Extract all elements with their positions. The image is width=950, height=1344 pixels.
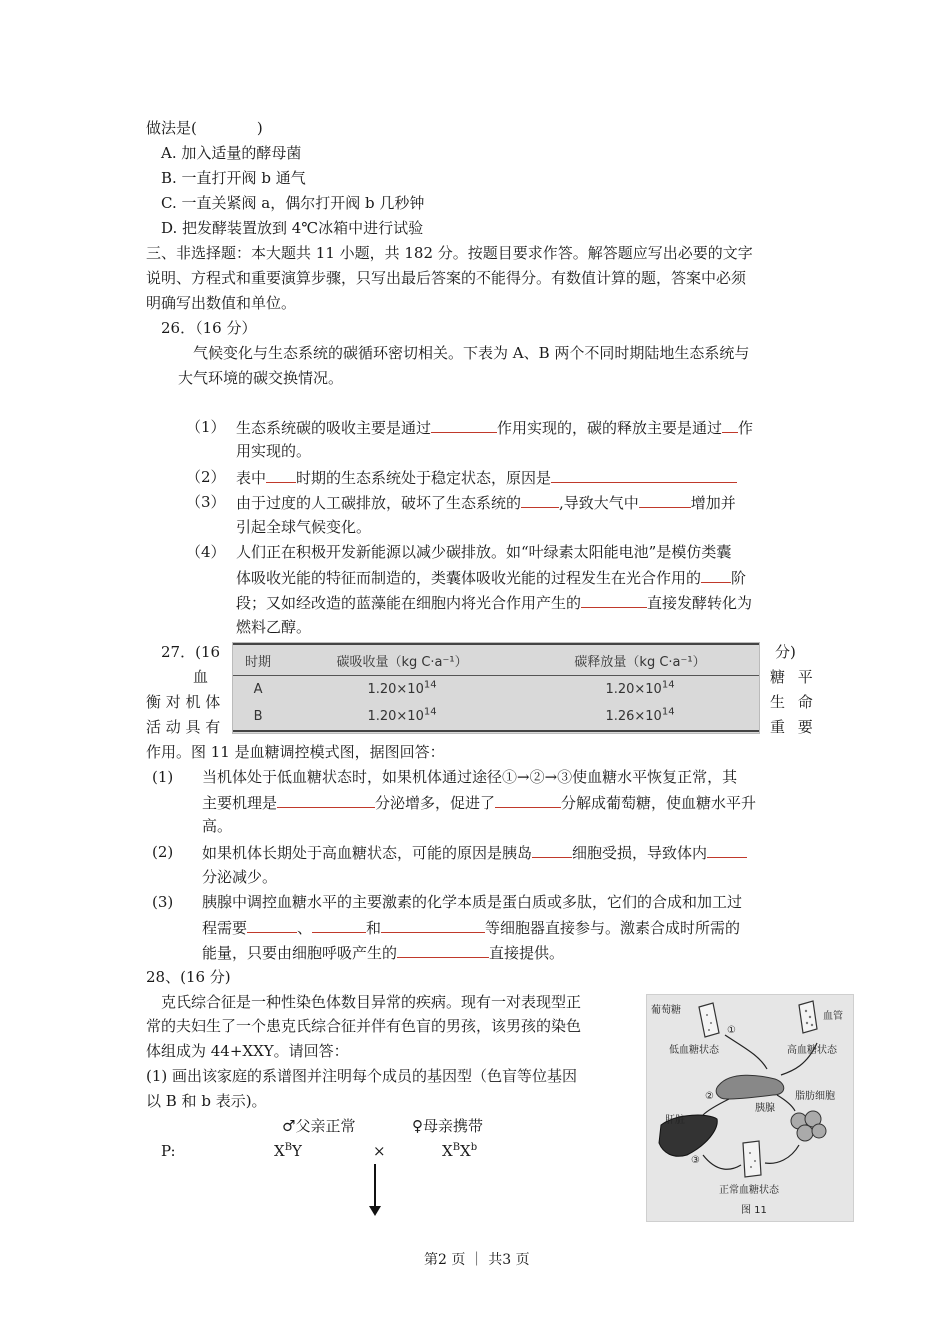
- q28-text: 以 B 和 b 表示)。: [146, 1092, 267, 1110]
- normal-vessel-icon: [743, 1141, 761, 1177]
- q27-item2: [202, 841, 747, 864]
- text: 增加并: [690, 494, 736, 512]
- text: 等细胞器直接参与。激素合成时所需的: [485, 919, 741, 937]
- liver-label: 肝脏: [665, 1115, 685, 1126]
- q26-item2: [236, 466, 737, 489]
- q27-text: 作用。图 11 是血糖调控模式图，据图回答：: [146, 743, 445, 761]
- fat-cells-icon: [791, 1111, 826, 1141]
- text: 作用实现的，碳的释放主要是通过: [497, 419, 723, 437]
- text: 分泌增多，促进了: [375, 794, 496, 812]
- q26-intro: 气候变化与生态系统的碳循环密切相关。下表为 A、B 两个不同时期陆地生态系统与: [193, 344, 750, 362]
- text: 主要机理是: [202, 794, 278, 812]
- q28-text: 克氏综合征是一种性染色体数目异常的疾病。现有一对表现型正: [161, 993, 582, 1011]
- question-prompt: 做法是( ): [146, 119, 263, 137]
- q27-text: 重 要: [770, 718, 817, 736]
- q26-heading: 26．（16 分）: [161, 319, 257, 337]
- q27-text: 衡 对 机 体: [146, 693, 221, 711]
- q26-intro: 大气环境的碳交换情况。: [178, 369, 344, 387]
- low-sugar-label: 低血糖状态: [669, 1045, 719, 1056]
- option-c: C. 一直关紧阀 a，偶尔打开阀 b 几秒钟: [161, 194, 425, 212]
- table-header: 时期: [233, 644, 283, 676]
- table-cell: A: [253, 682, 263, 697]
- text: 直接发酵转化为: [647, 594, 753, 612]
- q27-heading: 27．(16: [161, 643, 221, 661]
- q27-text: 活 动 具 有: [146, 718, 221, 736]
- table-cell: $1.20\times 10^{14}$: [367, 679, 437, 697]
- answer-blank[interactable]: [532, 841, 572, 858]
- q27-item1-cont: 高。: [202, 817, 233, 835]
- text: 阶: [731, 569, 747, 587]
- section-heading: 三、非选择题：本大题共 11 小题，共 182 分。按题目要求作答。解答题应写出必要的文字: [146, 244, 753, 262]
- page-footer: 第2 页 ｜ 共3 页: [424, 1252, 530, 1268]
- q28-text: (1) 画出该家庭的系谱图并注明每个成员的基因型（色盲等位基因: [146, 1067, 578, 1085]
- q27-text: 生 命: [770, 693, 817, 711]
- table-cell: $1.20\times 10^{14}$: [605, 679, 675, 697]
- mother-label: ♀母亲携带: [412, 1117, 483, 1135]
- step-3-label: ③: [691, 1155, 700, 1166]
- answer-blank[interactable]: [707, 841, 747, 858]
- answer-blank[interactable]: [381, 916, 485, 933]
- vessel-label: 血管: [823, 1011, 843, 1022]
- text: 直接提供。: [489, 944, 565, 962]
- step-2-label: ②: [705, 1091, 714, 1102]
- option-d: D. 把发酵装置放到 4℃冰箱中进行试验: [161, 219, 424, 237]
- text: 段；又如经改造的蓝藻能在细胞内将光合作用产生的: [236, 594, 582, 612]
- text: 体吸收光能的特征而制造的，类囊体吸收光能的过程发生在光合作用的: [236, 569, 702, 587]
- table-header: 碳释放量（kg C·a⁻¹）: [521, 644, 759, 676]
- mother-genotype: $X^BX^b$: [442, 1142, 478, 1160]
- q28-text: 常的夫妇生了一个患克氏综合征并伴有色盲的男孩，该男孩的染色: [146, 1017, 582, 1035]
- q26-item4-cont: [236, 591, 752, 614]
- q27-item3: 胰腺中调控血糖水平的主要激素的化学本质是蛋白质或多肽，它们的合成和加工过: [202, 893, 743, 911]
- answer-blank[interactable]: [277, 791, 375, 808]
- q27-text: 糖 平: [770, 668, 817, 686]
- pancreas-label: 胰腺: [755, 1103, 775, 1114]
- text: 分解成葡萄糖，使血糖水平升: [561, 794, 757, 812]
- table-cell: B: [233, 703, 283, 731]
- carbon-table: [232, 642, 760, 734]
- q26-item1-cont: 用实现的。: [236, 442, 312, 460]
- text: 表中: [236, 469, 267, 487]
- low-vessel-icon: [699, 1003, 719, 1037]
- q28-text: 体组成为 44+XXY。请回答：: [146, 1042, 349, 1060]
- parent-generation-label: P:: [161, 1142, 176, 1160]
- text: 时期的生态系统处于稳定状态，原因是: [296, 469, 552, 487]
- q27-item3-num: (3): [152, 893, 174, 911]
- option-a: A. 加入适量的酵母菌: [161, 144, 302, 162]
- answer-blank[interactable]: [495, 791, 561, 808]
- q27-item1-cont: [202, 791, 756, 814]
- q27-text: 分): [775, 643, 796, 661]
- q27-item2-num: (2): [152, 843, 174, 861]
- pancreas-icon: [716, 1075, 784, 1099]
- text: 作: [738, 419, 754, 437]
- q28-heading: 28、(16 分): [146, 968, 231, 986]
- answer-blank[interactable]: [639, 491, 691, 508]
- answer-blank[interactable]: [431, 416, 497, 433]
- q26-item4: 人们正在积极开发新能源以减少碳排放。如“叶绿素太阳能电池”是模仿类囊: [236, 543, 732, 561]
- table-row: [233, 676, 759, 704]
- answer-blank[interactable]: [397, 941, 489, 958]
- fat-cell-label: 脂肪细胞: [795, 1091, 835, 1102]
- text: 、: [297, 919, 313, 937]
- text: 细胞受损，导致体内: [572, 844, 708, 862]
- q27-item1-num: (1): [152, 768, 174, 786]
- q26-item1: [236, 416, 753, 439]
- table-header: 碳吸收量（kg C·a⁻¹）: [283, 644, 521, 676]
- text: 生态系统碳的吸收主要是通过: [236, 419, 432, 437]
- text: 和: [366, 919, 382, 937]
- q26-item4-cont: 燃料乙醇。: [236, 618, 312, 636]
- answer-blank[interactable]: [551, 466, 737, 483]
- section-text: 明确写出数值和单位。: [146, 294, 297, 312]
- answer-blank[interactable]: [581, 591, 647, 608]
- q27-item3-cont: [202, 916, 740, 939]
- figure-caption: 图 11: [741, 1205, 767, 1216]
- father-label: ♂父亲正常: [282, 1117, 356, 1135]
- blood-sugar-figure: [646, 994, 854, 1222]
- answer-blank[interactable]: [312, 916, 366, 933]
- glucose-label: 葡萄糖: [651, 1005, 681, 1016]
- q26-item2-num: （2）: [186, 468, 226, 486]
- answer-blank[interactable]: [266, 466, 296, 483]
- q26-item4-num: （4）: [186, 543, 226, 561]
- father-genotype: $X^BY$: [274, 1142, 302, 1160]
- high-vessel-icon: [799, 1001, 817, 1033]
- text: 能量，只要由细胞呼吸产生的: [202, 944, 398, 962]
- down-arrow-icon: [374, 1164, 376, 1208]
- step-1-label: ①: [727, 1025, 736, 1036]
- normal-sugar-label: 正常血糖状态: [719, 1185, 779, 1196]
- q26-item1-num: （1）: [186, 418, 226, 436]
- high-sugar-label: 高血糖状态: [787, 1045, 837, 1056]
- text: 程需要: [202, 919, 248, 937]
- text: 如果机体长期处于高血糖状态，可能的原因是胰岛: [202, 844, 533, 862]
- option-b: B. 一直打开阀 b 通气: [161, 169, 306, 187]
- q27-item1: 当机体处于低血糖状态时，如果机体通过途径①→②→③使血糖水平恢复正常，其: [202, 768, 738, 786]
- cross-symbol: ×: [373, 1142, 386, 1160]
- table-row: [233, 703, 759, 731]
- q27-item2-cont: 分泌减少。: [202, 868, 278, 886]
- q26-item3-num: （3）: [186, 493, 226, 511]
- answer-blank[interactable]: [247, 916, 297, 933]
- answer-blank[interactable]: [701, 566, 731, 583]
- q27-item3-cont: [202, 941, 564, 964]
- q26-item3: [236, 491, 736, 514]
- section-text: 说明、方程式和重要演算步骤，只写出最后答案的不能得分。有数值计算的题，答案中必须: [146, 269, 747, 287]
- q27-text: 血: [193, 668, 209, 686]
- table-cell: $1.26\times 10^{14}$: [521, 703, 759, 731]
- table-cell: $1.20\times 10^{14}$: [283, 703, 521, 731]
- q26-item4-cont: [236, 566, 746, 589]
- answer-blank[interactable]: [521, 491, 559, 508]
- answer-blank[interactable]: [722, 416, 738, 433]
- text: ,导致大气中: [559, 494, 639, 512]
- text: 由于过度的人工碳排放，破坏了生态系统的: [236, 494, 522, 512]
- q26-item3-cont: 引起全球气候变化。: [236, 518, 372, 536]
